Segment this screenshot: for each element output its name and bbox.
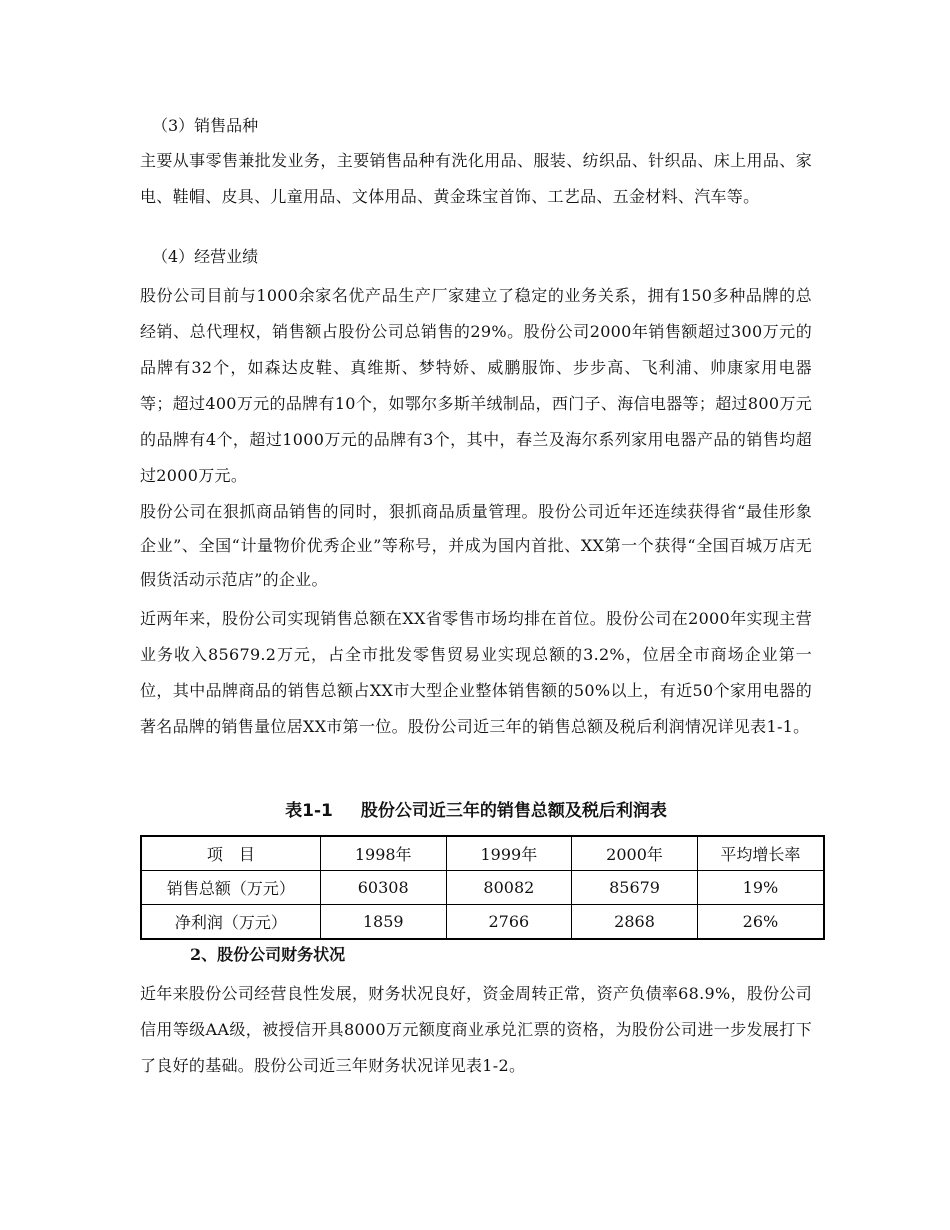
table-cell: 2868 bbox=[572, 905, 698, 940]
table-cell: 1859 bbox=[320, 905, 446, 940]
performance-paragraph-1: 股份公司目前与1000余家名优产品生产厂家建立了稳定的业务关系，拥有150多种品牌的总经销、总代理权，销售额占股份公司总销售的29%。股份公司2000年销售额超过300万元的品牌有32个，如森达皮鞋、真维斯、梦特娇、威鹏服饰、步步高、飞利浦、帅康家用电器等；超过400万元的品牌有10个，如鄂尔多斯羊绒制品，西门子、海信电器等；超过800万元的品牌有4个，超过1000万元的品牌有3个，其中，春兰及海尔系列家用电器产品的销售均超过2000万元。 bbox=[140, 286, 812, 485]
table-cell: 26% bbox=[697, 905, 824, 940]
table-header-cell: 平均增长率 bbox=[697, 836, 824, 871]
sales-profit-table bbox=[140, 835, 825, 940]
table-header-cell: 1998年 bbox=[320, 836, 446, 871]
section-3-body: 主要从事零售兼批发业务，主要销售品种有洗化用品、服装、纺织品、针织品、床上用品、家电、鞋帽、皮具、儿童用品、文体用品、黄金珠宝首饰、工艺品、五金材料、汽车等。 bbox=[140, 151, 812, 206]
table-cell: 19% bbox=[697, 871, 824, 905]
table-header-row bbox=[141, 836, 824, 871]
table-cell: 60308 bbox=[320, 871, 446, 905]
performance-paragraph-2: 股份公司在狠抓商品销售的同时，狠抓商品质量管理。股份公司近年还连续获得省“最佳形象企业”、全国“计量物价优秀企业”等称号，并成为国内首批、XX第一个获得“全国百城万店无假货活动示范店”的企业。 bbox=[140, 502, 812, 589]
financial-status-body: 近年来股份公司经营良性发展，财务状况良好，资金周转正常，资产负债率68.9%，股份公司信用等级AA级，被授信开具8000万元额度商业承兑汇票的资格，为股份公司进一步发展打下了良好的基础。股份公司近三年财务状况详见表1-2。 bbox=[140, 984, 812, 1075]
table-caption-title: 股份公司近三年的销售总额及税后利润表 bbox=[360, 801, 667, 821]
section-3-heading: （3）销售品种 bbox=[152, 116, 259, 135]
table-caption bbox=[140, 797, 812, 825]
table-header-cell: 1999年 bbox=[446, 836, 572, 871]
table-row bbox=[141, 871, 824, 905]
performance-paragraph-3: 近两年来，股份公司实现销售总额在XX省零售市场均排在首位。股份公司在2000年实现主营业务收入85679.2万元，占全市批发零售贸易业实现总额的3.2%，位居全市商场企业第一位，其中品牌商品的销售总额占XX市大型企业整体销售额的50%以上，有近50个家用电器的著名品牌的销售量位居XX市第一位。股份公司近三年的销售总额及税后利润情况详见表1-1。 bbox=[140, 609, 812, 736]
table-cell: 销售总额（万元） bbox=[141, 871, 320, 905]
table-caption-number: 表1-1 bbox=[285, 801, 333, 821]
table-header-cell: 2000年 bbox=[572, 836, 698, 871]
section-4-heading: （4）经营业绩 bbox=[152, 247, 259, 266]
table-cell: 85679 bbox=[572, 871, 698, 905]
financial-status-heading: 2、股份公司财务状况 bbox=[190, 945, 346, 964]
table-cell: 2766 bbox=[446, 905, 572, 940]
table-row bbox=[141, 905, 824, 940]
table-header-cell: 项 目 bbox=[141, 836, 320, 871]
table-cell: 80082 bbox=[446, 871, 572, 905]
table-cell: 净利润（万元） bbox=[141, 905, 320, 940]
